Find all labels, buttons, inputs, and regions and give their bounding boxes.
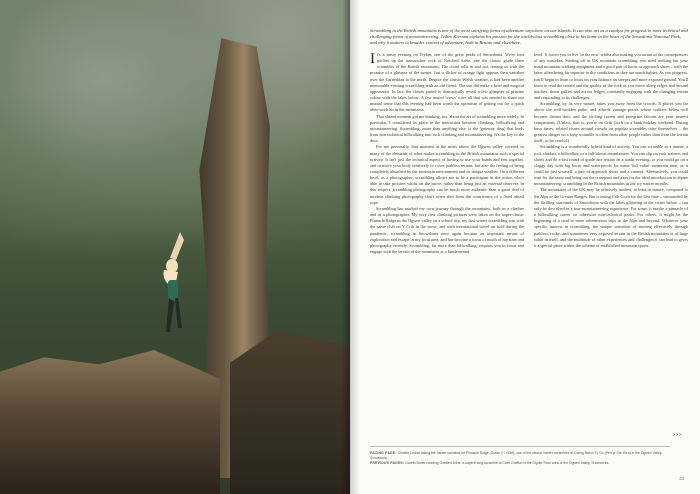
paragraph: The mountains of the UK may be relatively modest, at least in stature, compared to the Alps or the Greater Ranges. But crossing Crib Goch for the first time – surrounded by the thrilling surrounds of Snowdonia with the lakes glittering in the cwms below – can only be described as a true mountaineering experience. For some, it maybe a pinnacle of a hillwalking career on otherwise non-technical peaks. For others, it might be the beginning of a road to more adventurous trips to the Alps and beyond. Whatever your specific interest in scrambling, the unique sensation of moving effectively through pathless, rocky, and sometimes very exposed terrain in the British mountains is of huge value in itself, and the multitude of other experiences and challenges it can lead to gives it a special place within the scheme of established mountain sports.: [534, 187, 688, 248]
column-left: [370, 52, 524, 255]
caption-facing: FACING PAGE: Christie Louise taking the harder variation on Pinnacle Ridge (Grade 2 / VDiff), one of the classic harder scrambles at Cwmg Bwich Ty Gu (Pen yr Ole Wen) in the Ogwen Valley, Snowdonia.: [370, 451, 663, 460]
page-number: 33: [679, 476, 684, 481]
gutter-shadow: [342, 0, 350, 494]
article-intro: Scrambling in the British mountains is one of the most satisfying forms of adventure anywhere on our islands. It can also act as a catalyst for progress to more technical and challenging forms of mountaineering. Jethro Kiernan explains his passion for the world-class scrambling close to his home in the heart of the Snowdonia National Park, and why it matters to broader context of adventure, both in Britain and elsewhere.: [370, 28, 688, 46]
continue-marker: >>>: [672, 432, 682, 437]
paragraph: Scrambling, by its very nature, takes you away from the crowds. It places you far above the well-trodden paths, and affords vantage points where walkers below will become distant dots, and the circling ravens and peregrine falcons are your nearest companions. (Unless, that is, you're on Crib Goch on a bank holiday weekend. During busy times, related issues around crowds on popular scrambles raise themselves – the greatest danger on a busy scramble is often from other people rather than from the terrain itself, so be careful.): [534, 101, 688, 144]
climber-figure: [160, 232, 186, 342]
gutter-shadow: [350, 0, 360, 494]
rock-ridge-right: [230, 330, 350, 494]
paragraph: That shared moment got me thinking, too, about the art of scrambling more widely. In particular, I considered its place in the interaction between climbing, hillwalking and mountaineering. Scrambling, more than anything else, is the 'gateway drug' that leads from non-technical hillwalking into rock climbing and mountaineering. It's the key to the door.: [370, 113, 524, 144]
paragraph: For me personally, that moment in the mists above the Ogwen valley covered so many of the elements of what makes scrambling in the British mountains such a special activity. It isn't just the technical aspect of having to use your hands and feet together, and to move your body creatively to cover pathless terrain, but also the feeling of being completely absorbed by the mountain environment and its unique weather. On a different level, as a photographer, scrambling allows me to be a participant in the action who's able to take pictures whilst on the move, rather than being just an external observer. In this respect, scrambling photography can be much more authentic than a great deal of modern climbing photography that's often shot from the contrivance of a fixed abseil rope.: [370, 144, 524, 205]
drop-cap: I: [370, 51, 375, 67]
article-body: [370, 52, 688, 255]
paragraph: level. It forces you to live 'in the now' whilst also making you aware of the consequences of any mistakes. Starting off in UK mountain scrambling, you need nothing but your usual mountain walking equipment and a good pair of boots or approach shoes – with the latter often being far superior to dry conditions as they are much lighter. As you progress, you'll begin to learn to focus on your balance on steeper and more exposed ground. You'll learn to read the terrain and the quality of the rock as you move along ridges and around notches, down gullies and across ledges, constantly engaging with the changing terrain and responding to its challenges.: [534, 52, 688, 101]
text-page: [350, 0, 700, 494]
caption-previous: PREVIOUS PAGES: Gareth Boner heading Gradfen Arête, a superb long scramble at Cwm Graffon in the Glyder Fawr area of the Ogwen Valley, Snowdonia.: [370, 461, 610, 465]
photo-captions: [370, 446, 670, 466]
column-right: [534, 52, 688, 255]
paragraph: Scrambling has marked my own journey through the mountains, both as a climber and as a photographer. My very first climbing pictures were taken on the super-classic Pinnacle Ridge in the Ogwen valley on a school trip, my first winter scrambling was with the same club on Y Crib in the snow; and with international travel on hold during the pandemic, scrambling in Snowdonia once again became an important means of exploration and escape in my local area, and has become a focus of much of my time and photography recently. Scrambling, far more than hillwalking, requires you to focus and engage with the terrain of the mountains at a fundamental: [370, 205, 524, 254]
paragraph: It's a misty evening on Tryfan, one of the great peaks of Snowdonia. We're four pitches up the immaculate rock of Notched Arête, one the classic grade three scrambles of the British mountains. The cloud rolls in and out, teasing us with the promise of a glimpse of the sunset. Just a flicker of orange light appears then vanishes over the Carneddau to the north. Despite the classic Welsh weather, it had been another memorable evening scrambling with an old friend. The sun did make a brief and magical appearance. In fact, the clouds parted to dramatically reveal a few glimpses of pristine colour with the lakes below. A few muted 'wows' were all that was needed to share our mutual sense that this evening had been worth the optimism of getting out for a quick after-work hit in the mountains.: [370, 51, 524, 113]
mountain-background: [0, 0, 350, 260]
paragraph: Scrambling is a wonderfully hybrid kind of activity. You can scramble as a runner, a rock climber, a hillwalker, or a full-blown mountaineer. You can slip on your trainers and shorts and do a fast round of grade one terrain on a sunlit evening, or you could go on a claggy day with big boots and waterproofs for some 'full value' mountain time, or it could be just yourself, a pair of approach shoes and a camera. Alternatively, you could wait for the snow and bring out the crampons and axes for the ideal introduction to alpine mountaineering: scrambling in the British mountains in the icy winter months.: [534, 144, 688, 187]
rock-ridge-left: [0, 350, 220, 494]
